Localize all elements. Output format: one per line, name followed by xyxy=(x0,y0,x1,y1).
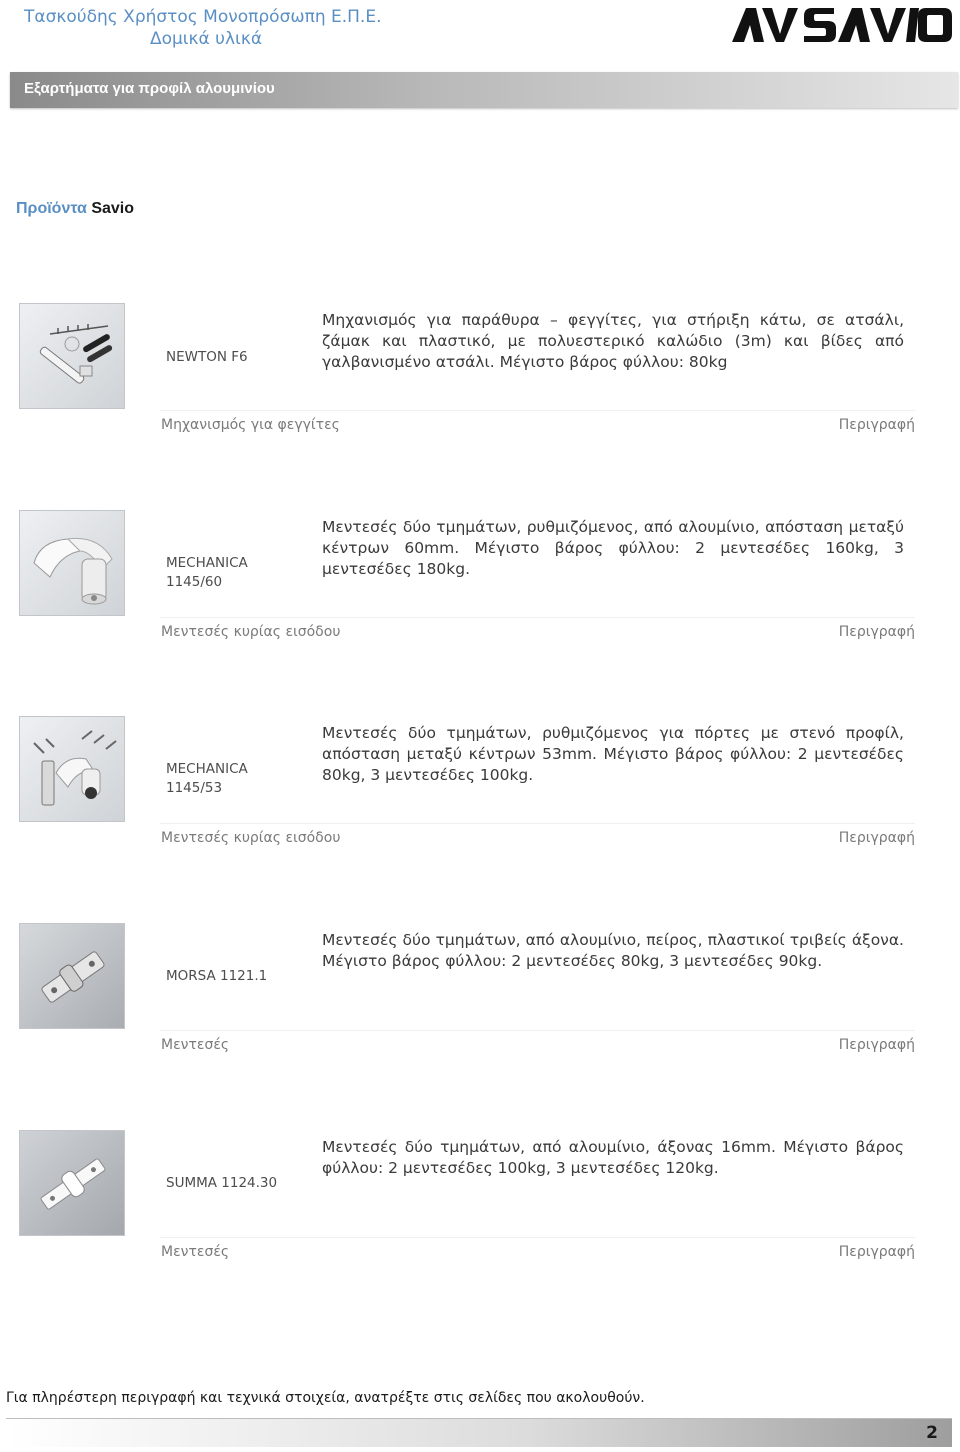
product-code xyxy=(166,967,296,986)
divider xyxy=(160,823,915,824)
product-details-link[interactable]: Περιγραφή xyxy=(838,1037,915,1053)
product-code xyxy=(166,1174,296,1193)
divider xyxy=(160,410,915,411)
divider xyxy=(160,617,915,618)
product-item xyxy=(0,716,960,876)
door-hinge-icon[interactable] xyxy=(19,510,125,616)
product-category: Μεντεσές κυρίας εισόδου xyxy=(161,830,341,846)
banner-title: Εξαρτήματα για προφίλ αλουμινίου xyxy=(24,80,275,97)
products-heading-brand: Savio xyxy=(91,200,135,217)
product-code xyxy=(166,348,296,367)
product-description: Μηχανισμός για παράθυρα – φεγγίτες, για στήριξη κάτω, σε ατσάλι, ζάμακ και πλαστικό, με πολυεστερικό καλώδιο (3m) και βίδες από γαλβανισμένο ατσάλι. Μέγιστο βάρος φύλλου: 80kg xyxy=(322,311,904,371)
window-mechanism-kit-icon[interactable] xyxy=(19,303,125,409)
product-item xyxy=(0,1130,960,1290)
product-category: Μεντεσές κυρίας εισόδου xyxy=(161,624,341,640)
product-description: Μεντεσές δύο τμημάτων, ρυθμιζόμενος, από αλουμίνιο, απόσταση μεταξύ κέντρων 60mm. Μέγιστο βάρος φύλλου: 2 μεντεσέδες 160kg, 3 μεντεσέδες 180kg. xyxy=(322,518,904,578)
product-item xyxy=(0,923,960,1083)
page-number: 2 xyxy=(926,1423,938,1443)
hinge-with-screws-icon[interactable] xyxy=(19,716,125,822)
divider xyxy=(160,1030,915,1031)
section-banner xyxy=(10,72,958,108)
logo-text: AV SAVIO xyxy=(730,4,735,5)
products-heading xyxy=(16,200,134,218)
company-name-line1: Τασκούδης Χρήστος Μονοπρόσωπη Ε.Π.Ε. xyxy=(24,7,382,27)
product-category: Μεντεσές xyxy=(161,1037,230,1053)
product-item xyxy=(0,303,960,463)
product-category: Μεντεσές xyxy=(161,1244,230,1260)
product-code-line1: SUMMA 1124.30 xyxy=(166,1175,278,1191)
white-hinge-icon[interactable] xyxy=(19,1130,125,1236)
product-description: Μεντεσές δύο τμημάτων, από αλουμίνιο, πείρος, πλαστικοί τριβείς άξονα. Μέγιστο βάρος φύλλου: 2 μεντεσέδες 80kg, 3 μεντεσέδες 90kg. xyxy=(322,931,904,970)
savio-logo xyxy=(730,4,952,44)
products-heading-label: Προϊόντα xyxy=(16,200,87,217)
product-code-line1: MORSA 1121.1 xyxy=(166,968,268,984)
barrel-hinge-icon[interactable] xyxy=(19,923,125,1029)
product-code xyxy=(166,554,296,592)
product-item xyxy=(0,510,960,670)
product-code-line1: MECHANICA xyxy=(166,555,248,571)
company-subtitle: Δομικά υλικά xyxy=(149,29,263,49)
product-details-link[interactable]: Περιγραφή xyxy=(838,830,915,846)
divider xyxy=(160,1237,915,1238)
product-description: Μεντεσές δύο τμημάτων, από αλουμίνιο, άξονας 16mm. Μέγιστο βάρος φύλλου: 2 μεντεσέδες 100kg, 3 μεντεσέδες 120kg. xyxy=(322,1138,904,1177)
footer-note: Για πληρέστερη περιγραφή και τεχνικά στοιχεία, ανατρέξτε στις σελίδες που ακολουθούν. xyxy=(6,1390,645,1406)
page-footer-bar xyxy=(6,1418,952,1447)
product-details-link[interactable]: Περιγραφή xyxy=(838,624,915,640)
product-code-line2: 1145/53 xyxy=(166,780,223,796)
product-description: Μεντεσές δύο τμημάτων, ρυθμιζόμενος για πόρτες με στενό προφίλ, απόσταση μεταξύ κέντρων 53mm. Μέγιστο βάρος φύλλου: 2 μεντεσέδες 80kg, 3 μεντεσέδες 100kg. xyxy=(322,724,904,784)
product-category: Μηχανισμός για φεγγίτες xyxy=(161,417,340,433)
product-details-link[interactable]: Περιγραφή xyxy=(838,1244,915,1260)
company-name xyxy=(24,6,388,50)
product-code-line2: 1145/60 xyxy=(166,574,223,590)
product-code-line1: NEWTON F6 xyxy=(166,349,248,365)
product-code-line1: MECHANICA xyxy=(166,761,248,777)
product-code xyxy=(166,760,296,798)
product-details-link[interactable]: Περιγραφή xyxy=(838,417,915,433)
